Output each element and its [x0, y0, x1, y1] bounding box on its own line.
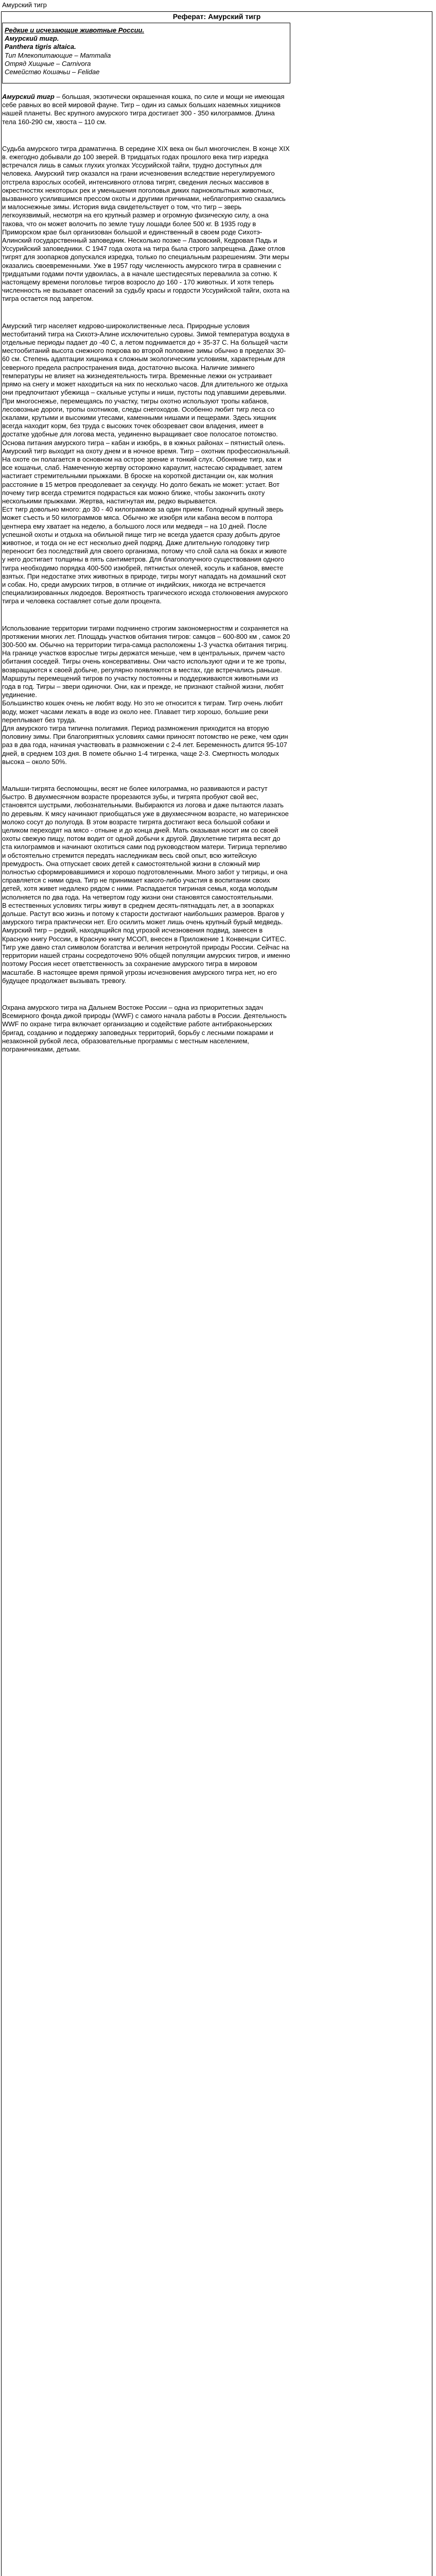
paragraph-breeding: Для амурского тигра типична полигамия. Период размножения приходится на вторую половину зимы. При благоприятных условиях самки приносят потомство не реже, чем один раз в два года, начиная участвовать в размножении с 2-4 лет. Беременность длится 95-107 дней, в среднем 103 дня. В помете обычно 1-4 тигренка, чаще 2-3. Смертность молодых высока – около 50%. [2, 724, 288, 766]
document-title: Реферат: Амурский тигр [172, 12, 261, 21]
paragraph-intro-lead: Амурский тигр [2, 93, 55, 100]
paragraph-hunting: Основа питания амурского тигра – кабан и изюбрь, в в южных районах – пятнистый олень. Амурский тигр выходит на охоту днем и в ночное время. Тигр – охотник профессиональный. На охоте он полагается в основном на острое зрение и тонкий слух. Обоняние тигр, как и все кошачьи, слаб. Намеченную жертву осторожно караулит, настесаю скрадывает, затем настигает стремительными прыжками. В броске на короткой дистанции он, как молния расстояние в 15 метров преодолевает за секунду. Но долго бежать не может: устает. Вот почему тигр всегда стремится подкрасться как можно ближе, чтобы закончить охоту несколькими прыжками. Жертва, настигнутая им, редко вырывается. [2, 438, 290, 505]
paragraph-habitat: Амурский тигр населяет кедрово-широколиственные леса. Природные условия местобитаний тигра на Сихотэ-Алине исключительно суровы. Зимой температура воздуха в отдельные периоды падает до -40 С, а летом поднимается до + 35-37 С. На больщей части местообитаний высота снежного покрова во второй половине зимы обычно в пределах 30-60 см. Степень адаптации хищника к сложным экологическим условиям, характерным для северного предела распространения вида, достаточно высока. Наличие зимнего температуры не влияет на жизнедеятельность тигра. Временные лежки он устраивает прямо на снегу и может находиться на них по несколько часов. Для длительного же отдыха они предпочитают убежища – скальные уступы и ниши, пустоты под упавшими деревьями. При многоснежье, перемещаясь по участку, тигры охотно используют тропы кабанов, лесовозные дороги, тропы охотников, следы снегоходов. Особенно любит тигр леса со скалами, крутыми и высокими утесами, каменными нишами и пещерами. Здесь хищник всегда находит корм, без труда с высоких точек обозревает свои владения, имеет в достатке удобные для логова места, уединенно выращивает свое полосатое потомство. [2, 321, 290, 438]
paragraph-status: Амурский тигр – редкий, находящийся под угрозой исчезновения подвид, занесен в Красную книгу России, в Красную книгу МСОП, внесен в Приложение 1 Конвенции СИТЕС. Тигр уже давно стал символом богатства и величия нетронутой природы России. Сейчас на территории нашей страны сосредоточено 90% общей популяции амурских тигров, и именно поэтому Россия несет ответственность за сохранение амурского тигра в мировом масштабе. В настоящее время прямой угрозы исчезновения амурского тигра нет, но его будущее продолжает вызывать тревогу. [2, 926, 290, 985]
paragraph-intro [2, 93, 290, 126]
paragraph-intro-text: – большая, экзотически окрашенная кошка, по силе и мощи не имеющая себе равных во всей мировой фауне. Тигр – один из самых больших наземных хищников нашей планеты. Вес крупного амурского тигра достигает 300 - 350 килограммов. Длина тела 160-290 см, хвоста – 110 см. [2, 93, 285, 126]
paragraph-feeding: Ест тигр довольно много: до 30 - 40 килограммов за один прием. Голодный крупный зверь может съесть и 50 килограммов мяса. Обычно же изюбря или кабана весом в полтора центнера ему хватает на неделю, а большого лося или медведя – на 10 дней. После успешной охоты и отдыха на обильной пище тигр не всегда удается сразу добыть другое животное, и тогда он не ест несколько дней подряд. Даже длительную голодовку тигр переносит без последствий для своего организма, потому что слой сала на боках и животе у него достигает толщины в пять сантиметров. Для благополучного существования одного тигра необходимо порядка 400-500 изюбрей, пятнистых оленей, косуль и кабанов, вместе взятых. При недостатке этих животных в природе, тигры могут нападать на домашний скот и собак. Но, среди амурских тигров, в отличие от индийских, никогда не встречается специализированных людоедов. Вероятность трагического исхода столкновения амурского тигра и человека составляет сотые доли процента. [2, 505, 288, 605]
taxonomy-header: Редкие и исчезающие животные России. [5, 26, 145, 34]
paragraph-lifespan: В естественных условиях тигры живут в среднем десять-пятнадцать лет, а в зоопарках дольше. Растут всю жизнь и потому к старости достигают наибольших размеров. Врагов у амурского тигра практически нет. Его осилить может лишь очень крупный бурый медведь. [2, 901, 285, 926]
paragraph-territory: Использование территории тиграми подчинено строгим закономерностям и сохраняется на протяжении многих лет. Площадь участков обитания тигров: самцов – 600-800 км , самок 20 300-500 км. Обычно на территории тигра-самца расположены 1-3 участка обитания тигриц. На границе участков взрослые тигры держатся меньше, чем в центральных, причем часто обитания соседей. Тигры очень консервативны. Они часто используют одни и те же тропы, возвращаются к своей добыче, регулярно появляются в местах, где встречались раньше. Маршруты перемещений тигров по участку постоянны и поддерживаются животными из года в год. Тигры – звери одиночки. Они, как и прежде, не признают стайной жизни, любят уединение. [2, 624, 290, 699]
paragraph-water: Большинство кошек очень не любят воду. Но это не относится к тиграм. Тигр очень любит воду, может часами лежать в воде из около нее. Плавает тигр хорошо, большие реки переплывает без труда. [2, 699, 284, 724]
species-name-ru: Амурский тигр. [5, 35, 59, 43]
taxonomy-order: Отряд Хищные – Carnivora [5, 59, 91, 67]
paragraph-history: Судьба амурского тигра драматична. В середине XIX века он был многочислен. В конце XIX в. ежегодно добывали до 100 зверей. В тридцатых годах прошлого века тигр изредка встречался лишь в самых глухих уголках Уссурийской тайги, трудно доступных для человека. Амурский тигр оказался на грани исчезновения вследствие нерегулируемого отстрела взрослых особей, интенсивного отлова тигрят, сведения лесных массивов в окрестностях некоторых рек и уменьшения поголовья диких парнокопытных животных, вызванного усилившимся прессом охоты и другими причинами, неблагоприятно сказались и малоснежные зимы. История вида свидетельствует о том, что тигр – зверь легкоуязвимый, несмотря на его крупный размер и огромную физическую силу, а она такова, что он может волочить по земле тушу лошади более 500 кг. В 1935 году в Приморском крае был организован большой и единственный в своем роде Сихотэ-Алинский государственный заповедник. Несколько позже – Лазовский, Кедровая Падь и Уссурийский заповедники. С 1947 года охота на тигра была строго запрещена. Даже отлов тигрят для зоопарков допускался изредка, только по специальным разрешениям. Эти меры оказались своевременными. Уже в 1957 году численность амурского тигра в сравнении с тридцатыми годами почти удвоилась, а в начале шестидесятых перевалила за сотню. К настоящему времени поголовье тигров возросло до 160 - 170 животных. И хотя теперь численность не вызывает опасений за судьбу красы и гордости Уссурийской тайги, охота на тигра остается под запретом. [2, 144, 290, 303]
taxonomy-class: Тип Млекопитающие – Mammalia [5, 51, 111, 59]
document-body [2, 23, 290, 1062]
taxonomy-family: Семейство Кошачьи – Felidae [5, 68, 100, 76]
paragraph-protection: Охрана амурского тигра на Дальнем Востоке России – одна из приоритетных задач Всемирного фонда дикой природы (WWF) с самого начала работы в России. Деятельность WWF по охране тигра включает организацию и содействие работе антибраконьерских бригад, созданию и поддержку заповедных территорий, борьбу с лесными пожарами и незаконной рубкой леса, образовательные программы с местным населением, пограничниками, детьми. [2, 1003, 287, 1053]
species-name-latin: Panthera tigris altaica. [5, 43, 76, 51]
tab-title: Амурский тигр [2, 1, 47, 9]
taxonomy-box [2, 23, 290, 83]
paragraph-cubs: Малыши-тигрята беспомощны, весят не более килограмма, но развиваются и растут быстро. В двухмесячном возрасте прорезаются зубы, и тигрята пробуют свой вес, становятся шустрыми, любознательными. Выбираются из логова и даже пытаются лазать по деревьям. К мясу начинают приобщаться уже в двухмесячном возрасте, но материнское молоко сосут до полугода. В этом возрасте тигрята достигают веса большой собаки и целиком переходят на мясо - отныне и до конца дней. Мать оказывая носит им со своей охоты свежую пищу, потом водит от одной добычи к другой. Двухлетние тигрята весят до ста килограммов и начинают охотиться сами под руководством матери. Тигрица терпеливо и обстоятельно стремится передать наследникам весь свой опыт, всю житейскую премудрость. Она отпускает своих детей к самостоятельной жизни в сложный мир полностью сформировавшимися и хорошо подготовленными. Много забот у тигрицы, и она справляется с ними одна. Тигр не принимает какого-либо участия в воспитании своих детей, хотя живет недалеко рядом с ними. Распадается тигриная семья, когда молодым исполняется по два года. На четвертом году жизни они становятся самостоятельными. [2, 785, 289, 901]
